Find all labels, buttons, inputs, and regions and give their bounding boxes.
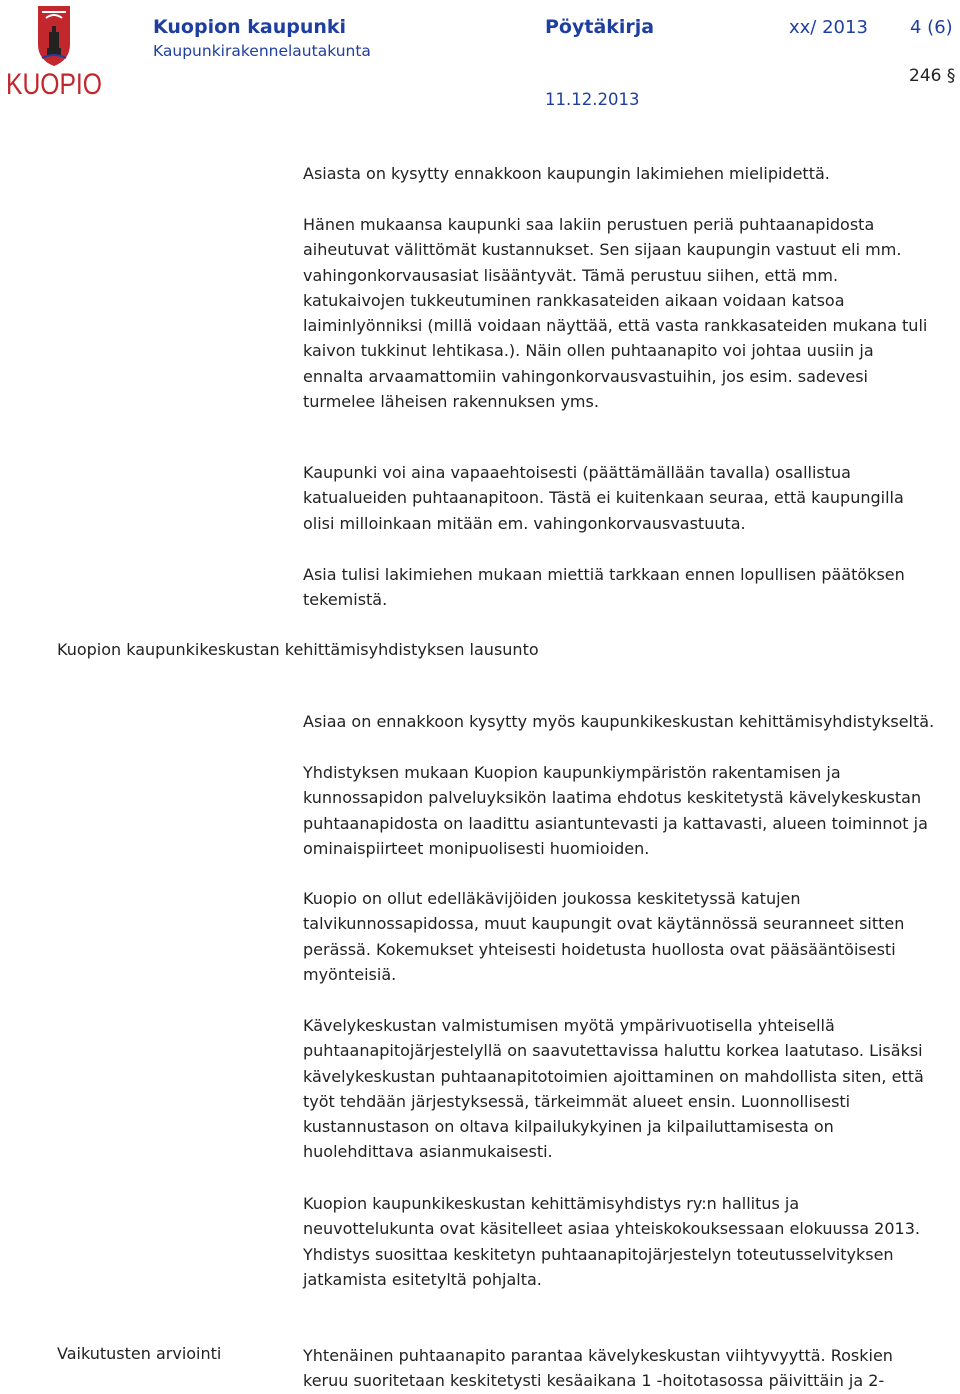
line: talvikunnossapidossa, muut kaupungit ovat käytännössä seuranneet sitten bbox=[303, 914, 905, 934]
paragraph bbox=[303, 1013, 924, 1165]
line: jatkamista esitetyltä pohjalta. bbox=[303, 1269, 542, 1289]
line: tekemistä. bbox=[303, 590, 388, 610]
line: kustannustason on oltava kilpailukykyinen ja kilpailuttamisesta on bbox=[303, 1117, 834, 1137]
line: huolehdittava asianmukaisesti. bbox=[303, 1142, 553, 1162]
line: puhtaanapidosta on laadittu asiantuntevasti ja kattavasti, alueen toiminnot ja bbox=[303, 813, 928, 833]
line: perässä. Kokemukset yhteisesti hoidetusta huollosta ovat pääsääntöisesti bbox=[303, 939, 896, 959]
line: Kuopio on ollut edelläkävijöiden joukossa keskitetyssä katujen bbox=[303, 889, 801, 908]
department-name: Kaupunkirakennelautakunta bbox=[153, 42, 371, 60]
document-type: Pöytäkirja bbox=[545, 16, 655, 38]
line: katualueiden puhtaanapitoon. Tästä ei kuitenkaan seuraa, että kaupungilla bbox=[303, 488, 904, 508]
line: vahingonkorvausasiat lisääntyvät. Tämä perustuu siihen, että mm. bbox=[303, 265, 839, 285]
paragraph bbox=[303, 1191, 920, 1292]
line: turmelee läheisen rakennuksen yms. bbox=[303, 392, 599, 412]
line: kävelykeskustan puhtaanapitotoimien ajoittaminen on mahdollista siten, että bbox=[303, 1066, 924, 1086]
line: ennalta arvaamattomiin vahingonkorvausvastuihin, jos esim. sadevesi bbox=[303, 366, 868, 386]
line: neuvottelukunta ovat käsitelleet asiaa yhteiskokouksessaan elokuussa 2013. bbox=[303, 1219, 920, 1239]
document-date: 11.12.2013 bbox=[545, 90, 640, 109]
line: Kaupunki voi aina vapaaehtoisesti (päättämällään tavalla) osallistua bbox=[303, 463, 851, 482]
line: työt tehdään järjestyksessä, tärkeimmät alueet ensin. Luonnollisesti bbox=[303, 1091, 851, 1111]
coat-of-arms-icon bbox=[4, 4, 104, 100]
paragraph bbox=[303, 886, 904, 987]
paragraph bbox=[303, 212, 927, 414]
document-number: xx/ 2013 bbox=[789, 17, 868, 38]
side-heading: Kuopion kaupunkikeskustan kehittämisyhdistyksen lausunto bbox=[57, 640, 539, 659]
page-number: 4 (6) bbox=[910, 17, 953, 38]
line: puhtaanapitojärjestelyllä on saavutettavissa haluttu korkea laatutaso. Lisäksi bbox=[303, 1041, 923, 1061]
line: Asiaa on ennakkoon kysytty myös kaupunkikeskustan kehittämisyhdistykseltä. bbox=[303, 712, 935, 731]
kuopio-logo bbox=[4, 4, 104, 100]
line: aiheutuvat välittömät kustannukset. Sen sijaan kaupungin vastuut eli mm. bbox=[303, 240, 902, 260]
organization-name: Kuopion kaupunki bbox=[153, 16, 347, 38]
svg-text:KUOPIO: KUOPIO bbox=[6, 68, 102, 101]
line: Kävelykeskustan valmistumisen myötä ympärivuotisella yhteisellä bbox=[303, 1016, 835, 1035]
line: Asia tulisi lakimiehen mukaan miettiä tarkkaan ennen lopullisen päätöksen bbox=[303, 565, 905, 584]
line: Hänen mukaansa kaupunki saa lakiin perustuen periä puhtaanapidosta bbox=[303, 215, 875, 234]
line: katukaivojen tukkeutuminen rankkasateiden aikaan voidaan katsoa bbox=[303, 290, 845, 310]
line: kaivon tukkinut lehtikasa.). Näin ollen puhtaanapito voi johtaa uusiin ja bbox=[303, 341, 874, 361]
paragraph bbox=[303, 709, 934, 734]
paragraph bbox=[303, 161, 830, 186]
paragraph bbox=[303, 460, 904, 536]
line: myönteisiä. bbox=[303, 964, 397, 984]
line: laiminlyönniksi (millä voidaan näyttää, että vasta rankkasateiden mukana tuli bbox=[303, 316, 928, 336]
paragraph bbox=[303, 1343, 893, 1394]
paragraph bbox=[303, 760, 928, 861]
line: keruu suoritetaan keskitetysti kesäaikana 1 -hoitotasossa päivittäin ja 2- bbox=[303, 1371, 885, 1391]
line: olisi milloinkaan mitään em. vahingonkorvausvastuuta. bbox=[303, 513, 746, 533]
line: Yhdistyksen mukaan Kuopion kaupunkiympäristön rakentamisen ja bbox=[303, 763, 841, 782]
side-heading: Vaikutusten arviointi bbox=[57, 1344, 222, 1363]
section-number: 246 § bbox=[909, 66, 956, 86]
paragraph bbox=[303, 562, 905, 613]
line: Kuopion kaupunkikeskustan kehittämisyhdistys ry:n hallitus ja bbox=[303, 1194, 800, 1213]
line: Asiasta on kysytty ennakkoon kaupungin lakimiehen mielipidettä. bbox=[303, 164, 830, 183]
line: Yhdistys suosittaa keskitetyn puhtaanapitojärjestelyn toteutusselvityksen bbox=[303, 1244, 894, 1264]
line: ominaispiirteet monipuolisesti huomioiden. bbox=[303, 838, 650, 858]
line: Yhtenäinen puhtaanapito parantaa kävelykeskustan viihtyvyyttä. Roskien bbox=[303, 1346, 893, 1365]
line: kunnossapidon palveluyksikön laatima ehdotus keskitetystä kävelykeskustan bbox=[303, 788, 922, 808]
